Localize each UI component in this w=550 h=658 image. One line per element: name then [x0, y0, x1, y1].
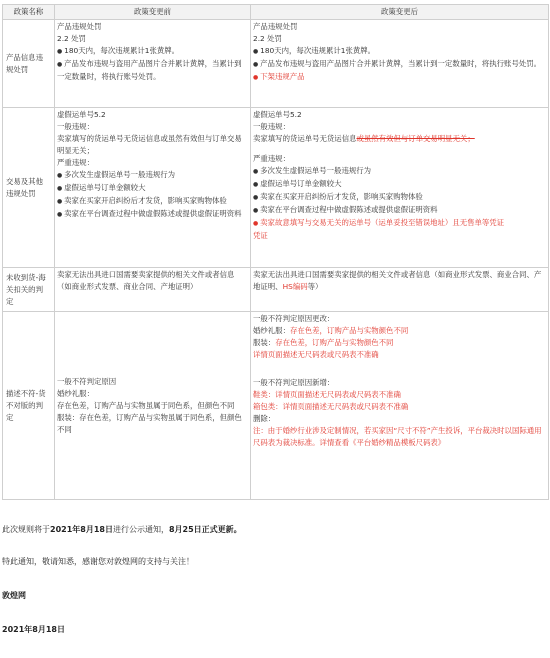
policy-name: 描述不符-货不对版的判定 — [3, 312, 55, 500]
struck-text: 或虽然有效但与订单交易明显无关； — [356, 134, 475, 143]
thanks-line: 特此通知，敬请知悉，感谢您对敦煌网的支持与关注！ — [2, 557, 194, 566]
policy-after: 虚假运单号5.2 一般违规： 卖家填写的货运单号无货运信息或虽然有效但与订单交易明显无关； 严重违规： ● 多次发生虚假运单号一般违规行为 ● 虚假运单号订单金额较大 ● 卖家在买家开启纠纷后才发货，影响买家购物体验 ● 卖家在平台调查过程中做虚假陈述或提供虚假证明资料 ● 卖家故意填写与交易无关的运单号（运单妥投至错误地址）且无售单等凭证 凭证 — [251, 108, 549, 268]
policy-before: 产品违规处罚 2.2 处罚 ● 180天内，每次违规累计1张黄牌。 ● 产品发布违规与盗用产品图片合并累计黄牌，当累计到一定数量时，将执行账号处罚。 — [55, 20, 251, 108]
signature-date: 2021年8月18日 — [2, 625, 65, 634]
policy-name: 未收到货-海关扣关的判定 — [3, 268, 55, 312]
header-policy-name: 政策名称 — [3, 5, 55, 20]
list-item: ● 产品发布违规与盗用产品图片合并累计黄牌，当累计到一定数量时，将执行账号处罚。 — [253, 58, 546, 71]
table-row — [3, 108, 549, 268]
policy-name: 产品信息违规处罚 — [3, 20, 55, 108]
table-row — [3, 312, 549, 500]
list-item: ● 多次发生虚假运单号一般违规行为 — [253, 165, 546, 178]
policy-table — [2, 4, 549, 500]
list-item: ● 卖家在买家开启纠纷后才发货，影响买家购物体验 — [57, 195, 248, 208]
signature-name: 敦煌网 — [2, 591, 26, 600]
list-item: ● 虚假运单号订单金额较大 — [57, 182, 248, 195]
list-item: ● 虚假运单号订单金额较大 — [253, 178, 546, 191]
policy-before: 一般不符判定原因 婚纱礼服： 存在色差，订购产品与实物虽属于同色系，但颜色不同 服装：存在色差，订购产品与实物虽属于同色系，但颜色不同 — [55, 312, 251, 500]
list-item: ● 下架违规产品 — [253, 71, 546, 84]
header-before: 政策变更前 — [55, 5, 251, 20]
policy-before: 虚假运单号5.2 一般违规： 卖家填写的货运单号无货运信息或虽然有效但与订单交易明显无关； 严重违规： ● 多次发生虚假运单号一般违规行为 ● 虚假运单号订单金额较大 ● 卖家在买家开启纠纷后才发货，影响买家购物体验 ● 卖家在平台调查过程中做虚假陈述或提供虚假证明资料 — [55, 108, 251, 268]
list-item: ● 卖家故意填写与交易无关的运单号（运单妥投至错误地址）且无售单等凭证 — [253, 217, 546, 230]
list-item: ● 180天内，每次违规累计1张黄牌。 — [253, 45, 546, 58]
policy-before: 卖家无法出具进口国需要卖家提供的相关文件或者信息（如商业形式发票、商业合同、产地证明） — [55, 268, 251, 312]
list-item: ● 产品发布违规与盗用产品图片合并累计黄牌，当累计到一定数量时，将执行账号处罚。 — [57, 58, 248, 83]
policy-after: 卖家无法出具进口国需要卖家提供的相关文件或者信息（如商业形式发票、商业合同、产地证明、HS编码等） — [251, 268, 549, 312]
list-item: ● 卖家在平台调查过程中做虚假陈述或提供虚假证明资料 — [253, 204, 546, 217]
policy-name: 交易及其他违规处罚 — [3, 108, 55, 268]
list-item: ● 180天内，每次违规累计1张黄牌。 — [57, 45, 248, 58]
list-item: ● 卖家在平台调查过程中做虚假陈述或提供虚假证明资料 — [57, 208, 248, 221]
policy-after: 产品违规处罚 2.2 处罚 ● 180天内，每次违规累计1张黄牌。 ● 产品发布违规与盗用产品图片合并累计黄牌，当累计到一定数量时，将执行账号处罚。 ● 下架违规产品 — [251, 20, 549, 108]
header-after: 政策变更后 — [251, 5, 549, 20]
policy-after: 一般不符判定原因更改： 婚纱礼服：存在色差，订购产品与实物颜色不同 服装：存在色差，订购产品与实物颜色不同 详情页面描述无尺码表或尺码表不准确 一般不符判定原因新增： 鞋类：详情页面描述无尺码表或尺码表不准确 箱包类：详情页面描述无尺码表或尺码表不准确 删除： 注：由于婚纱行业涉及定制情况，若买家因“尺寸不符”产生投诉，平台裁决时以国际通用尺码表为裁决标准。详情查看《平台婚纱精品模板尺码表》 — [251, 312, 549, 500]
table-row — [3, 268, 549, 312]
table-header-row — [3, 5, 549, 20]
table-row — [3, 20, 549, 108]
notice-line: 此次规则将于2021年8月18日进行公示通知，8月25日正式更新。 — [2, 525, 242, 534]
list-item: ● 卖家在买家开启纠纷后才发货，影响买家购物体验 — [253, 191, 546, 204]
list-item: ● 多次发生虚假运单号一般违规行为 — [57, 169, 248, 182]
